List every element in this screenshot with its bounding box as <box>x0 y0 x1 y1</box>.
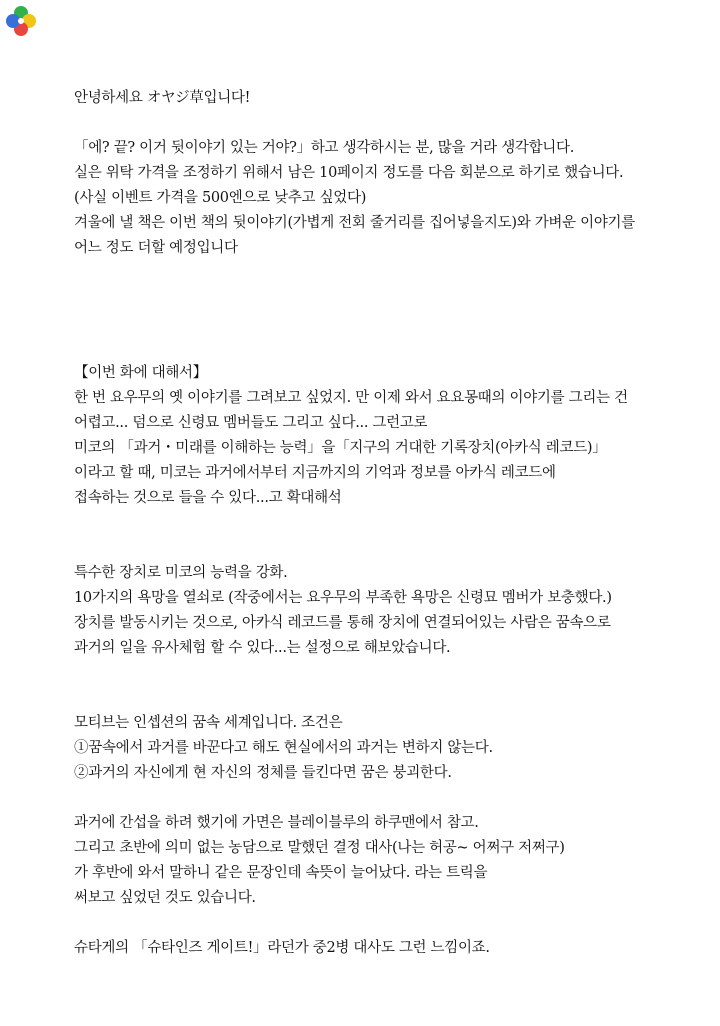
text-line: 10가지의 욕망을 열쇠로 (작중에서는 요우무의 부족한 욕망은 신령묘 멤버가 보충했다.) <box>74 590 612 606</box>
episode-notes-paragraph <box>74 361 694 511</box>
afterword-text <box>74 86 694 961</box>
text-line: 그리고 초반에 의미 없는 농담으로 말했던 결정 대사(나는 허공~ 어쩌구 저쩌구) <box>74 840 565 856</box>
text-line: 모티브는 인셉션의 꿈속 세계입니다. 조건은 <box>74 715 343 731</box>
intro-paragraph <box>74 136 694 261</box>
text-line: 과거에 간섭을 하려 했기에 가면은 블레이블루의 하쿠맨에서 참고. <box>74 815 479 831</box>
text-line: 어렵고... 덤으로 신령묘 멤버들도 그리고 싶다... 그런고로 <box>74 415 428 431</box>
greeting-paragraph <box>74 86 694 111</box>
closing-paragraph <box>74 936 694 961</box>
text-line: 가 후반에 와서 말하니 같은 문장인데 속뜻이 늘어났다. 라는 트릭을 <box>74 865 488 881</box>
section-heading: 【이번 화에 대해서】 <box>74 365 207 381</box>
text-line: 접속하는 것으로 들을 수 있다...고 확대해석 <box>74 490 342 506</box>
text-line: 한 번 요우무의 옛 이야기를 그려보고 싶었지. 만 이제 와서 요요몽때의 이야기를 그리는 건 <box>74 390 628 406</box>
mask-paragraph <box>74 811 694 911</box>
text-line: 「에? 끝? 이거 뒷이야기 있는 거야?」하고 생각하시는 분, 많을 거라 생각합니다. <box>74 140 575 156</box>
device-paragraph <box>74 561 694 661</box>
text-line: 안녕하세요 オヤジ草입니다! <box>74 90 251 106</box>
text-line: 겨울에 낼 책은 이번 책의 뒷이야기(가볍게 전회 줄거리를 집어넣을지도)와 가벼운 이야기를 <box>74 215 635 231</box>
four-leaf-clover-icon <box>4 4 38 38</box>
motif-paragraph <box>74 711 694 786</box>
text-line: 특수한 장치로 미코의 능력을 강화. <box>74 565 288 581</box>
text-line: 과거의 일을 유사체험 할 수 있다...는 설정으로 해보았습니다. <box>74 640 451 656</box>
text-line: 슈타게의 「슈타인즈 게이트!」라던가 중2병 대사도 그런 느낌이죠. <box>74 940 490 956</box>
text-line: ②과거의 자신에게 현 자신의 정체를 들킨다면 꿈은 붕괴한다. <box>74 765 452 781</box>
text-line: 장치를 발동시키는 것으로, 아카식 레코드를 통해 장치에 연결되어있는 사람은 꿈속으로 <box>74 615 611 631</box>
text-line: 써보고 싶었던 것도 있습니다. <box>74 890 256 906</box>
text-line: 이라고 할 때, 미코는 과거에서부터 지금까지의 기억과 정보를 아카식 레코드에 <box>74 465 556 481</box>
text-line: ①꿈속에서 과거를 바꾼다고 해도 현실에서의 과거는 변하지 않는다. <box>74 740 493 756</box>
text-line: 미코의 「과거・미래를 이해하는 능력」을「지구의 거대한 기록장치(아카식 레코드)」 <box>74 440 607 456</box>
text-line: 실은 위탁 가격을 조정하기 위해서 남은 10페이지 정도를 다음 회분으로 하기로 했습니다. <box>74 165 624 181</box>
text-line: (사실 이벤트 가격을 500엔으로 낮추고 싶었다) <box>74 190 367 206</box>
text-line: 어느 정도 더할 예정입니다 <box>74 240 238 256</box>
